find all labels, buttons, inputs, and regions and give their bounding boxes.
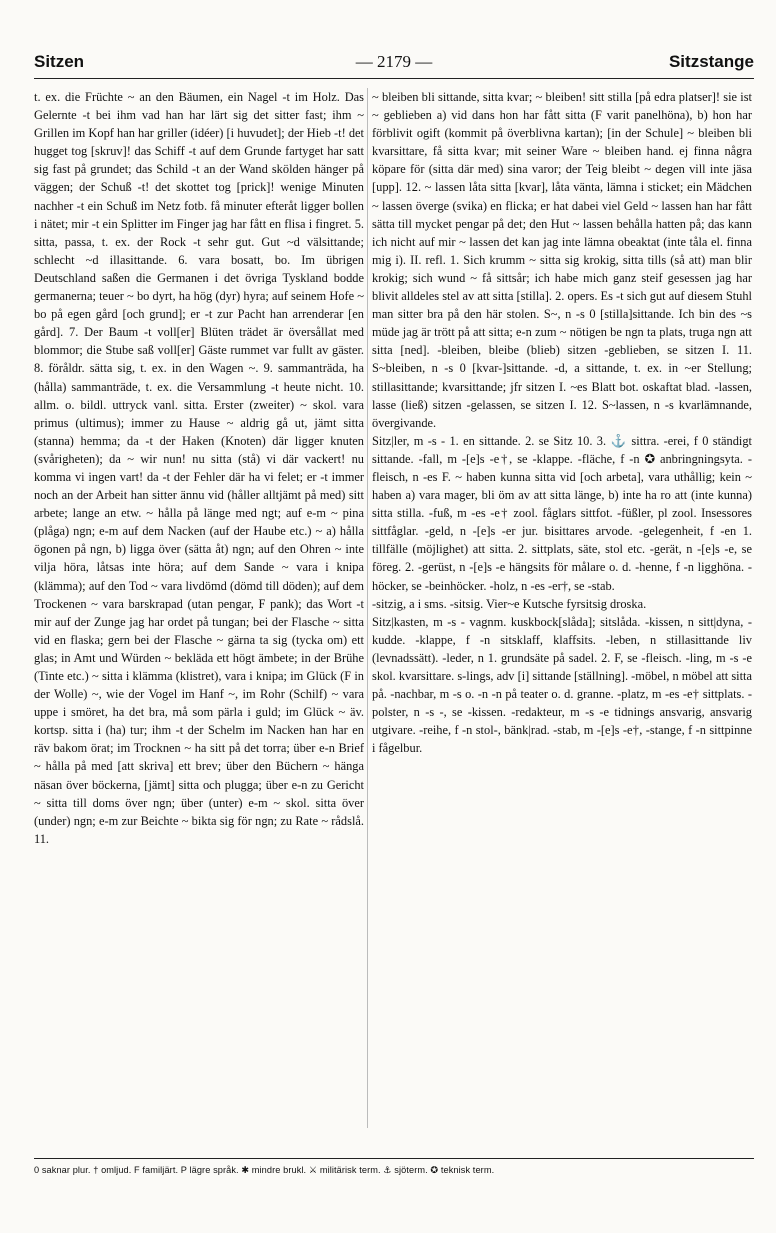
abbreviation-legend: 0 saknar plur. † omljud. F familjärt. P lägre språk. ✱ mindre brukl. ⚔ militärisk term. ⚓ sjöterm. ✪ teknisk term.	[34, 1165, 495, 1175]
left-column	[34, 88, 364, 1153]
entry-paragraph: Sitz|ler, m -s - 1. en sittande. 2. se Sitz 10. 3. ⚓ sittra. -erei, f 0 ständigt sittande. -fall, m -[e]s -e†, se -klappe. -fläche, f -n ✪ anbringningsyta. -fleisch, n -es F. ~ haben kunna sitta vid [och arbeta], vara uthållig; kein ~ haben a) vara mager, bli öm av att sitta länge, b) inte ha ro att (inte kunna) sitta stilla. -fuß, m -es -e† zool. fåglars sittfot. -füßler, pl zool. Insessores sittfåglar. -geld, n -[e]s -er jur. bisittares arvode. -gelegenheit, f -en 1. tillfälle (möjlighet) att sitta. 2. sittplats, säte, stol etc. -gerät, n -[e]s -e, se föreg. 2. -gerüst, n -[e]s -e hängsits för målare o. d. -henne, f -n ligghöna. -höcker, se -beinhöcker. -holz, n -es -er†, se -stab.	[372, 433, 752, 593]
entry-paragraph: ~ bleiben bli sittande, sitta kvar; ~ bleiben! sitt stilla [på edra platser]! sie ist ~ geblieben a) vid dans hon har fått sitta (F varit panelhöna), b) hon har förblivit ogift (kommit på överblivna kartan); [in der Schule] ~ bleiben bli kvarsittare, få sitta kvar; mit seiner Ware ~ bleiben hand. ej finna några köpare för (sitta där med) sina varor; der Teig bleibt ~ degen vill inte jäsa [upp]. 12. ~ lassen låta sitta [kvar], låta vänta, lämna i sticket; ein Mädchen ~ lassen överge (svika) en flicka; er hat dabei viel Geld ~ lassen han har fått sätta till mycket pengar på det; den Hut ~ lassen behålla hatten på; das kann ich nicht auf mir ~ lassen det kan jag inte lämna obeaktat (inte tåla el. finna mig i). II. refl. 1. Sich krumm ~ sitta sig krokig, sitta tills (så att) man blir krokig; sich wund ~ få sittsår; ich habe mich ganz steif gesessen jag har blivit alldeles stel av att sitta [stilla]. 2. opers. Es -t sich gut auf diesem Stuhl man sitter bra på den här stolen. S~, n -s 0 [stilla]sittande. Ich bin des ~s müde jag är trött på att sitta; e-n zum ~ nötigen be ngn ta plats, truga ngn att sitta [ned]. -bleiben, bleibe (blieb) sitzen -geblieben, se sitzen I. 11. S~bleiben, n -s 0 [kvar-]sittande. -d, a sittande, t. ex. in ~er Stellung; stillasittande; kvarsittande; jfr sitzen I. ~es Blatt bot. oskaftat blad. -lassen, lasse (ließ) sitzen -gelassen, se sitzen I. 12. S~lassen, n -s kvarlämnande, övergivande.	[372, 90, 752, 430]
running-head	[34, 52, 754, 79]
entry-paragraph: -sitzig, a i sms. -sitsig. Vier~e Kutsche fyrsitsig droska.	[372, 596, 647, 611]
entry-paragraph: t. ex. die Früchte ~ an den Bäumen, ein Nagel -t im Holz. Das Gelernte -t bei ihm vad han har lärt sig det sitter fast; ihm ~ Grillen im Kopf han har griller (idéer) [i huvudet]; der Hieb -t! det hugget tog [skruv]! das Schiff -t auf dem Grunde fartyget har satt sig fast på grundet; das Schild -t an der Wand skölden hänger på väggen; der Schuß -t! det skottet tog [prick]! wenige Minuten nachher -t ein Schuß im Netz fotb. få minuter efteråt ligger bollen i nätet; mir -t ein Splitter im Finger jag har fått en flisa i fingret. 5. sitta, passa, t. ex. der Rock -t sehr gut. Gut ~d välsittande; schlecht ~d illasittande. 6. vara bosatt, bo. Im übrigen Deutschland saßen die Germanen i det övriga Tyskland bodde germanerna; teuer ~ bo dyrt, ha hög (dyr) hyra; auf seinem Hofe ~ bo på egen gård [och grund]; er -t zur Pacht han arrenderar [en gård]. 7. Der Baum -t voll[er] Blüten trädet är översållat med blommor; die Stube saß voll[er] Gäste rummet var fullt av gäster. 8. föråldr. sätta sig, t. ex. in den Wagen ~. 9. sammanträda, ha (hålla) sammanträde, t. ex. die Versammlung -t heute nicht. 10. allm. o. bildl. uttryck vanl. sitta. Erster (zweiter) ~ skol. vara primus (ultimus); immer zu Hause ~ aldrig gå ut, jämt sitta (stanna) hemma; da -t der Haken (Knoten) där ligger knuten (svårigheten); da ~ wir nun! nu sitta (stå) vi där vackert! nu komma vi ingen vart! da -t der Fehler där ha vi felet; er -t immer noch an der Arbeit han sitter ännu vid (håller alltjämt på med) sitt arbete; lange an etw. ~ hålla på länge med ngt; auf e-m ~ pina (plåga) ngn; e-m auf dem Nacken (auf der Haube etc.) ~ a) hålla ögonen på ngn, b) ligga över (sätta åt) ngn; auf den Ohren ~ inte vilja höra, låtsas inte höra; auf dem Sande ~ vara i knipa (klämma); auf den Tod ~ vara livdömd (dömd till döden); auf dem Trockenen ~ vara barskrapad (utan pengar, F pank); das Wort -t mir auf der Zunge jag har ordet på tungan; bei der Flasche ~ sitta vid en flaska; gern bei der Flasche ~ gärna ta sig (tycka om) ett glas; in Amt und Würden ~ bekläda ett högt ämbete; in der Brühe (Tinte etc.) ~ sitta i klämma (klistret), vara i knipa; im Glück (F in der Wolle) ~, wie der Vogel im Hanf ~, im Rohr (Schilf) ~ vara uppe i smöret, ha det bra, må som pärla i guld; im Glück ~ äv. kortsp. sitta i (ha) tur; ihm -t der Schelm im Nacken han har en räv bakom örat; im Trocknen ~ ha sitt på det torra; über e-n Brief ~ hålla på med [att skriva] ett brev; über den Büchern ~ hänga näsan över böckerna, [jämt] sitta och plugga; über e-n zu Gericht ~ sitta till doms över ngn; über (unter) e-m ~ skol. sitta över (under) ngn; e-m zur Beichte ~ bikta sig för ngn; zu Rate ~ rådslå. 11.	[34, 90, 364, 846]
right-column	[372, 88, 752, 1153]
column-divider	[367, 88, 368, 1128]
header-left-catchword: Sitzen	[34, 52, 85, 71]
header-right-catchword: Sitzstange	[668, 52, 754, 71]
entry-paragraph: Sitz|kasten, m -s - vagnm. kuskbock[slåda]; sitslåda. -kissen, n sitt|dyna, -kudde. -klappe, f -n sitsklaff, klaffsits. -leben, n stillasittande liv (levnadssätt). -leder, n 1. grundsäte på sadel. 2. F, se -fleisch. -ling, m -s -e skol. kvarsittare. s-lings, adv [i] sittande [ställning]. -möbel, n möbel att sitta på. -nachbar, m -s o. -n -n på teater o. d. granne. -platz, m -es -e† sittplats. -polster, n -s -, se -kissen. -redakteur, m -s -e tidnings ansvarig, ansvarig utgivare. -reihe, f -n stol-, bänk|rad. -stab, m -[e]s -e†, -stange, f -n sittpinne i fågelbur.	[372, 614, 752, 756]
page-number: — 2179 —	[355, 52, 433, 71]
footer-rule	[34, 1158, 754, 1159]
